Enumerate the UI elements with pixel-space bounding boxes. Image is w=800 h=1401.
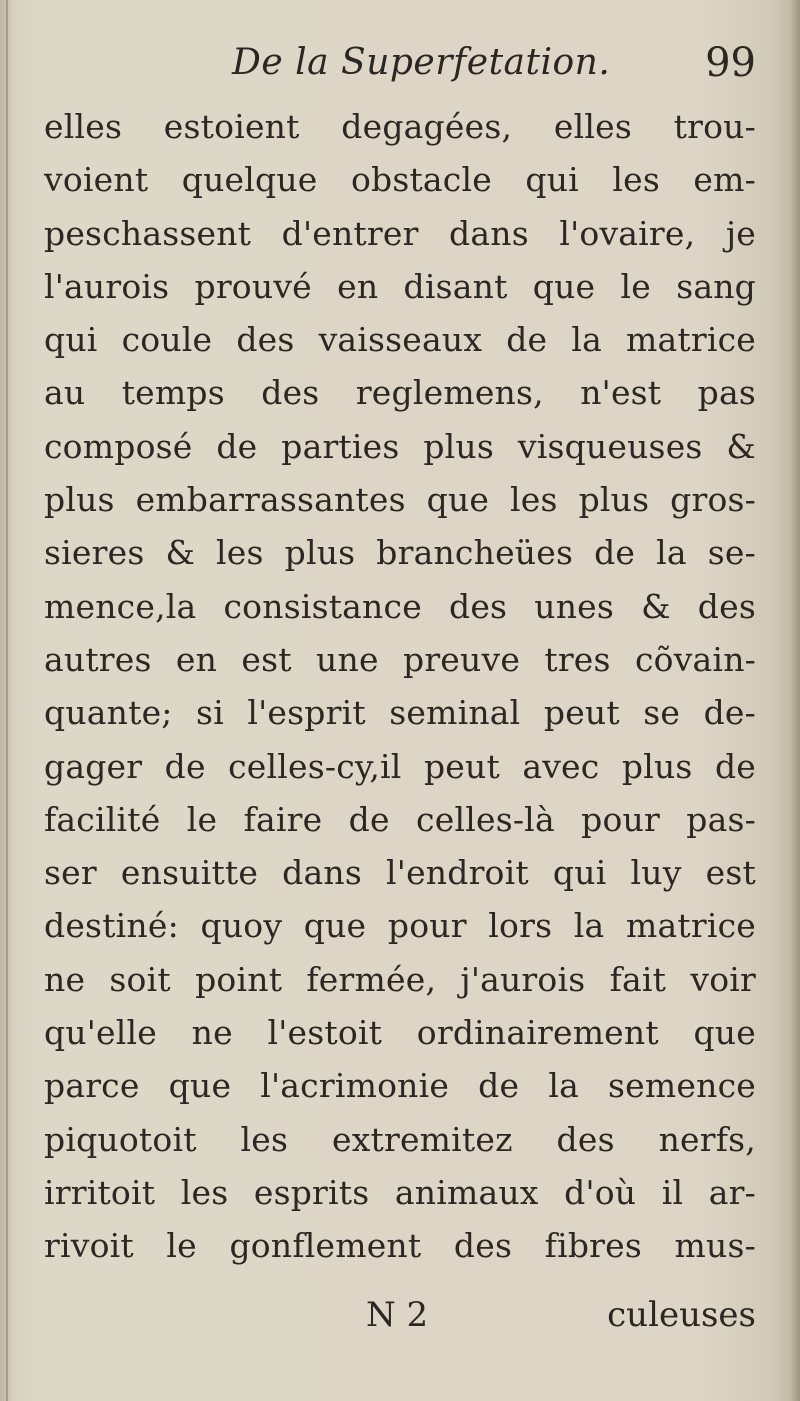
text-line: gager de celles-cy,il peut avec plus de <box>44 746 756 786</box>
running-title: De la Superfetation. <box>232 42 611 83</box>
text-line: qui coule des vaisseaux de la matrice <box>44 320 756 360</box>
text-line: peschassent d'entrer dans l'ovaire, je <box>44 213 756 253</box>
page-header <box>40 38 770 98</box>
page-gutter <box>6 0 8 1401</box>
body-text <box>44 100 756 1273</box>
text-line: l'aurois prouvé en disant que le sang <box>44 266 756 306</box>
text-line: facilité le faire de celles-là pour pas- <box>44 799 756 839</box>
text-line: au temps des reglemens, n'est pas <box>44 373 756 413</box>
text-line: piquotoit les extremitez des nerfs, <box>44 1119 756 1159</box>
catchword: culeuses <box>607 1295 756 1335</box>
text-line: elles estoient degagées, elles trou- <box>44 107 756 146</box>
text-line: destiné: quoy que pour lors la matrice <box>44 906 756 946</box>
text-line: ser ensuitte dans l'endroit qui luy est <box>44 853 756 893</box>
page-edge-shadow <box>790 0 800 1401</box>
text-line: rivoit le gonflement des fibres mus- <box>44 1226 756 1266</box>
text-line: plus embarrassantes que les plus gros- <box>44 480 756 520</box>
text-line: voient quelque obstacle qui les em- <box>44 160 756 200</box>
signature-mark: N 2 <box>366 1295 429 1335</box>
page-number: 99 <box>705 40 756 86</box>
page-footer <box>44 1290 756 1350</box>
text-line: composé de parties plus visqueuses & <box>44 426 756 466</box>
text-line: parce que l'acrimonie de la semence <box>44 1066 756 1106</box>
text-line: ne soit point fermée, j'aurois fait voir <box>44 959 756 999</box>
text-line: quante; si l'esprit seminal peut se de- <box>44 693 756 733</box>
text-line: irritoit les esprits animaux d'où il ar- <box>44 1172 756 1212</box>
text-line: sieres & les plus brancheües de la se- <box>44 533 756 573</box>
text-line: mence,la consistance des unes & des <box>44 586 756 626</box>
text-line: qu'elle ne l'estoit ordinairement que <box>44 1013 756 1053</box>
text-line: autres en est une preuve tres cõvain- <box>44 639 756 679</box>
